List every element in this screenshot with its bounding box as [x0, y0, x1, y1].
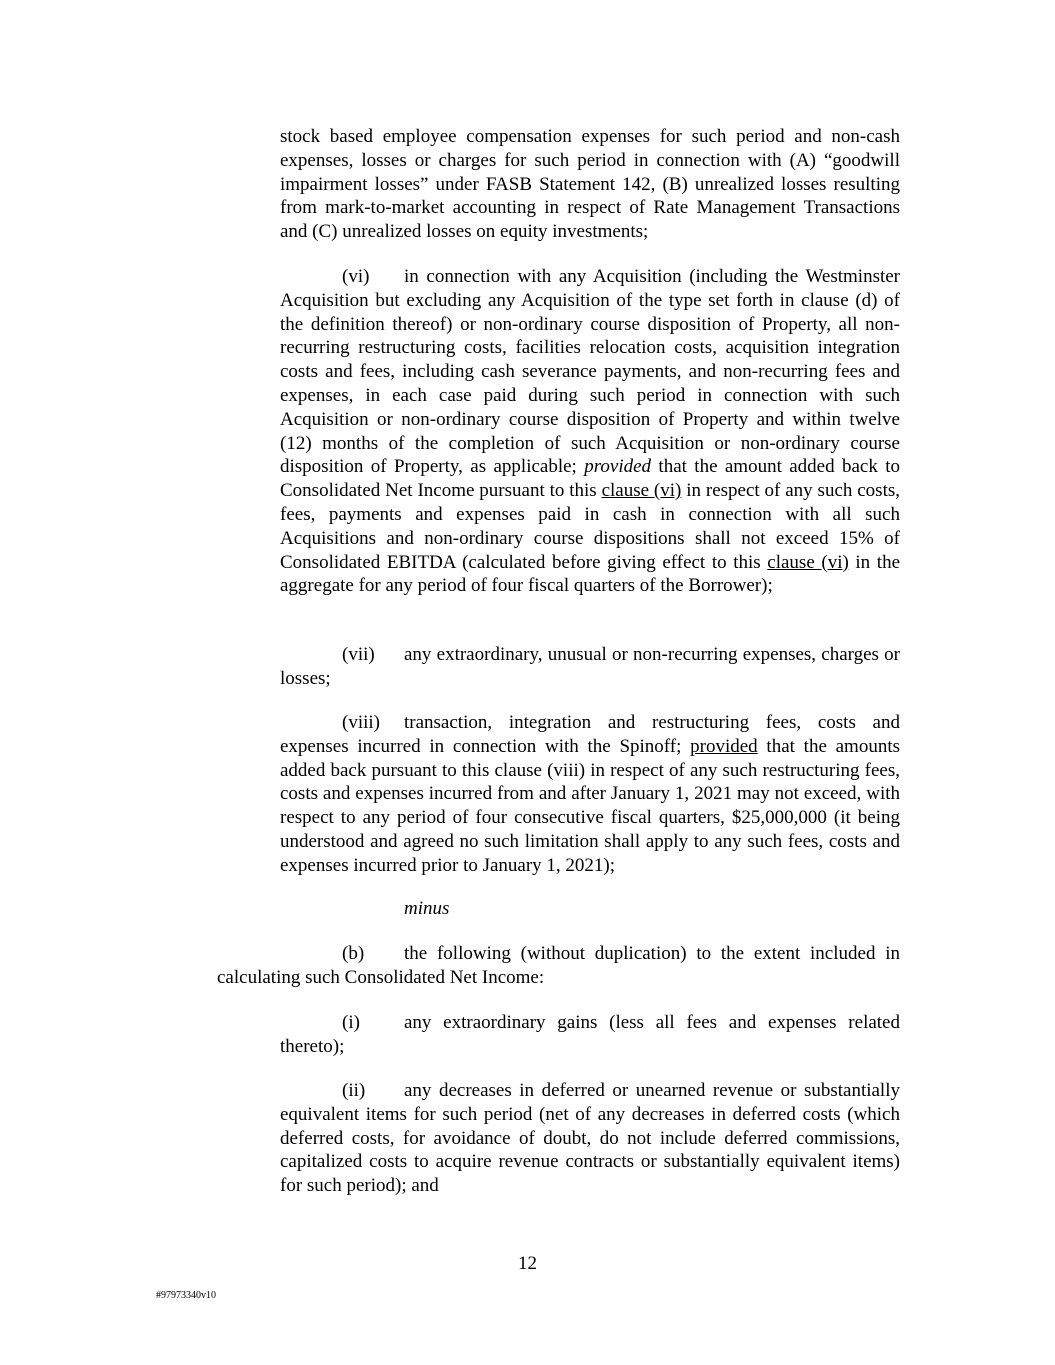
clause-reference: clause (vi) [601, 480, 682, 502]
clause-label-b-i: (i) [342, 1012, 360, 1033]
clause-label-b: (b) [342, 943, 365, 964]
clause-label-b-ii: (ii) [342, 1080, 366, 1101]
clause-label-vi: (vi) [342, 266, 370, 287]
minus-label: minus [404, 898, 450, 919]
document-id: #97973340v10 [156, 1290, 216, 1301]
paragraph-continuation: stock based employee compensation expenses for such period and non-cash expenses, losses or charges for such period in connection with (A) “goodwill impairment losses” under FASB Statement 142, (B) unrealized losses resulting from mark-to-market accounting in respect of Rate Management Transactions and (C) unrealized losses on equity investments; [280, 126, 900, 243]
paragraph-clause-b-ii: (ii) any decreases in deferred or unearned revenue or substantially equivalent items for such period (net of any decreases in deferred costs (which deferred costs, for avoidance of doubt, do not include deferred commissions, capitalized costs to acquire revenue contracts or substantially equivalent items) for such period); and [280, 1080, 900, 1197]
clause-label-viii: (viii) [342, 712, 380, 733]
paragraph-clause-vii: (vii) any extraordinary, unusual or non-recurring expenses, charges or losses; [280, 644, 900, 689]
paragraph-clause-b: (b) the following (without duplication) to the extent included in calculating such Consolidated Net Income: [217, 943, 900, 988]
paragraph-clause-b-i: (i) any extraordinary gains (less all fees and expenses related thereto); [280, 1012, 900, 1057]
clause-reference: clause (vi) [767, 551, 849, 573]
paragraph-clause-viii: (viii) transaction, integration and restructuring fees, costs and expenses incurred in connection with the Spinoff; provided that the amounts added back pursuant to this clause (viii) in respect of any such restructuring fees, costs and expenses incurred from and after January 1, 2021 may not exceed, with respect to any period of four consecutive fiscal quarters, $25,000,000 (it being understood and agreed no such limitation shall apply to any such fees, costs and expenses incurred prior to January 1, 2021); [280, 712, 900, 876]
page-number: 12 [518, 1253, 537, 1274]
paragraph-clause-vi: (vi) in connection with any Acquisition (including the Westminster Acquisition but excluding any Acquisition of the type set forth in clause (d) of the definition thereof) or non-ordinary course disposition of Property, all non-recurring restructuring costs, facilities relocation costs, acquisition integration costs and fees, including cash severance payments, and non-recurring fees and expenses, in each case paid during such period in connection with such Acquisition or non-ordinary course disposition of Property and within twelve (12) months of the completion of such Acquisition or non-ordinary course disposition of Property, as applicable; provided that the amount added back to Consolidated Net Income pursuant to this clause (vi) in respect of any such costs, fees, payments and expenses paid in cash in connection with all such Acquisitions and non-ordinary course dispositions shall not exceed 15% of Consolidated EBITDA (calculated before giving effect to this clause (vi) in the aggregate for any period of four fiscal quarters of the Borrower); [280, 266, 901, 597]
provided-term: provided [584, 456, 652, 478]
clause-label-vii: (vii) [342, 644, 375, 665]
provided-term: provided [690, 735, 758, 757]
